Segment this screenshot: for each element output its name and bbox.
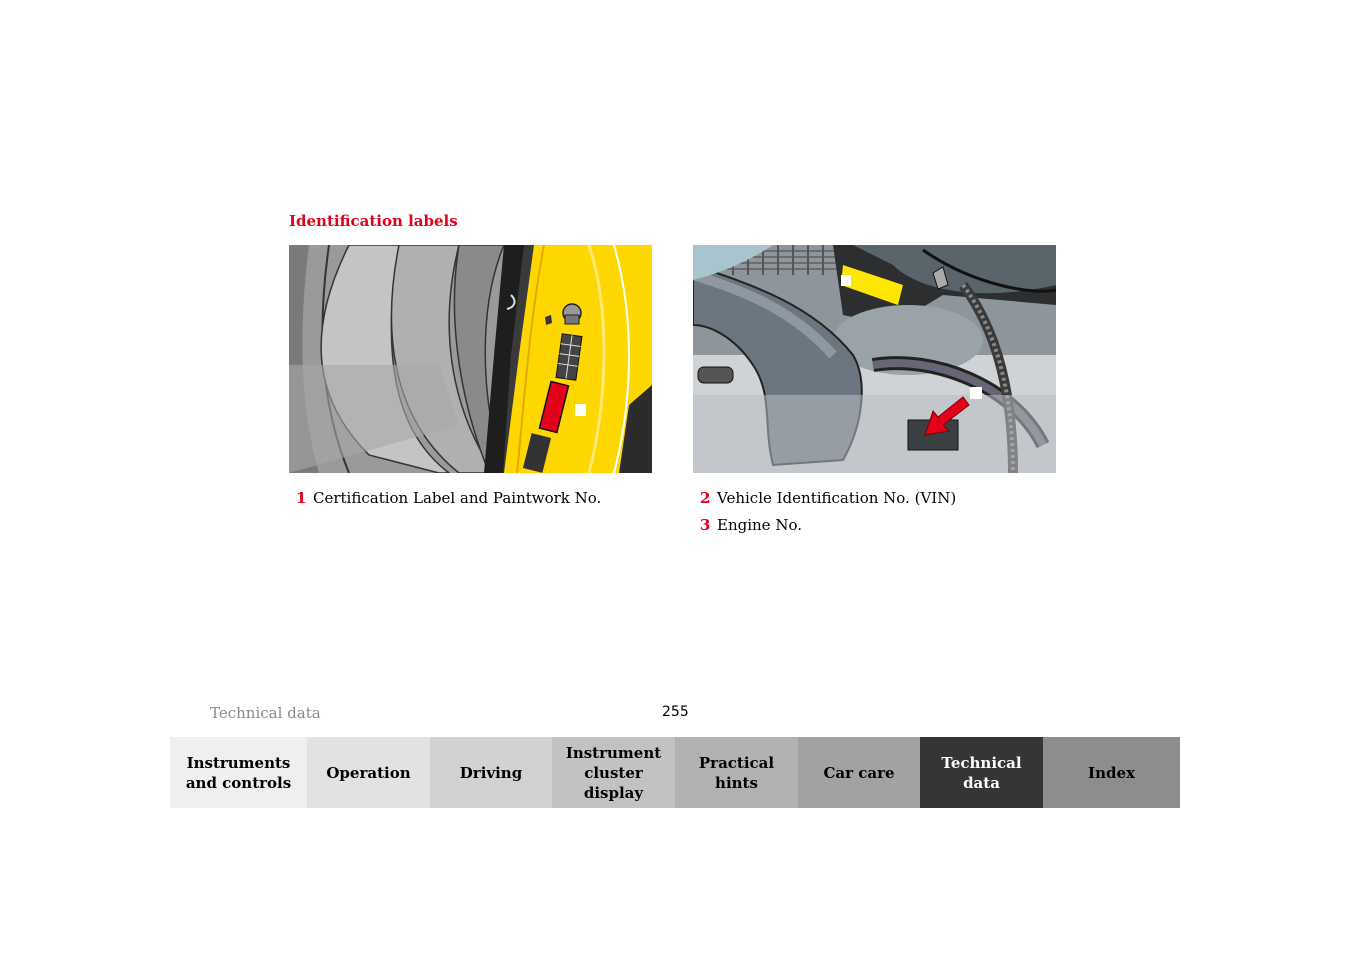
nav-tab-label: Car care — [823, 763, 895, 782]
nav-tab-driving[interactable] — [430, 737, 552, 808]
caption-text: Certification Label and Paintwork No. — [313, 489, 602, 507]
section-label: Technical data — [210, 704, 321, 722]
nav-tab-instruments-and-controls[interactable] — [170, 737, 307, 808]
nav-tab-label: Index — [1088, 763, 1135, 782]
caption-number: 1 — [296, 489, 307, 507]
nav-tab-car-care[interactable] — [798, 737, 920, 808]
chapter-nav — [170, 737, 1180, 808]
nav-tab-label: Operation — [326, 763, 411, 782]
nav-tab-label: Instrument — [565, 743, 662, 762]
engine-compartment-illustration — [693, 245, 1056, 473]
caption-text: Vehicle Identification No. (VIN) — [717, 489, 957, 507]
nav-tab-operation[interactable] — [307, 737, 430, 808]
caption-item — [700, 515, 802, 535]
caption-item — [296, 488, 601, 508]
door-pillar-illustration — [289, 245, 652, 473]
nav-tab-label: Practical hints — [698, 753, 775, 792]
page-heading: Identification labels — [289, 212, 458, 230]
caption-number: 2 — [700, 489, 711, 507]
nav-tab-label: Driving — [459, 763, 523, 782]
caption-text: Engine No. — [717, 516, 802, 534]
caption-item — [700, 488, 956, 508]
caption-number: 3 — [700, 516, 711, 534]
nav-tab-label: Technical — [941, 753, 1022, 772]
nav-tab-technical-data[interactable] — [920, 737, 1043, 808]
nav-tab-label: Instruments — [186, 753, 291, 772]
nav-tab-index[interactable] — [1043, 737, 1180, 808]
nav-tab-instrument-cluster-display[interactable] — [552, 737, 675, 808]
nav-tab-label: data — [963, 773, 1000, 792]
page-number: 255 — [662, 704, 689, 720]
nav-tab-label: and controls — [185, 773, 292, 792]
nav-tab-practical-hints[interactable] — [675, 737, 798, 808]
nav-tab-label: cluster display — [583, 763, 644, 802]
